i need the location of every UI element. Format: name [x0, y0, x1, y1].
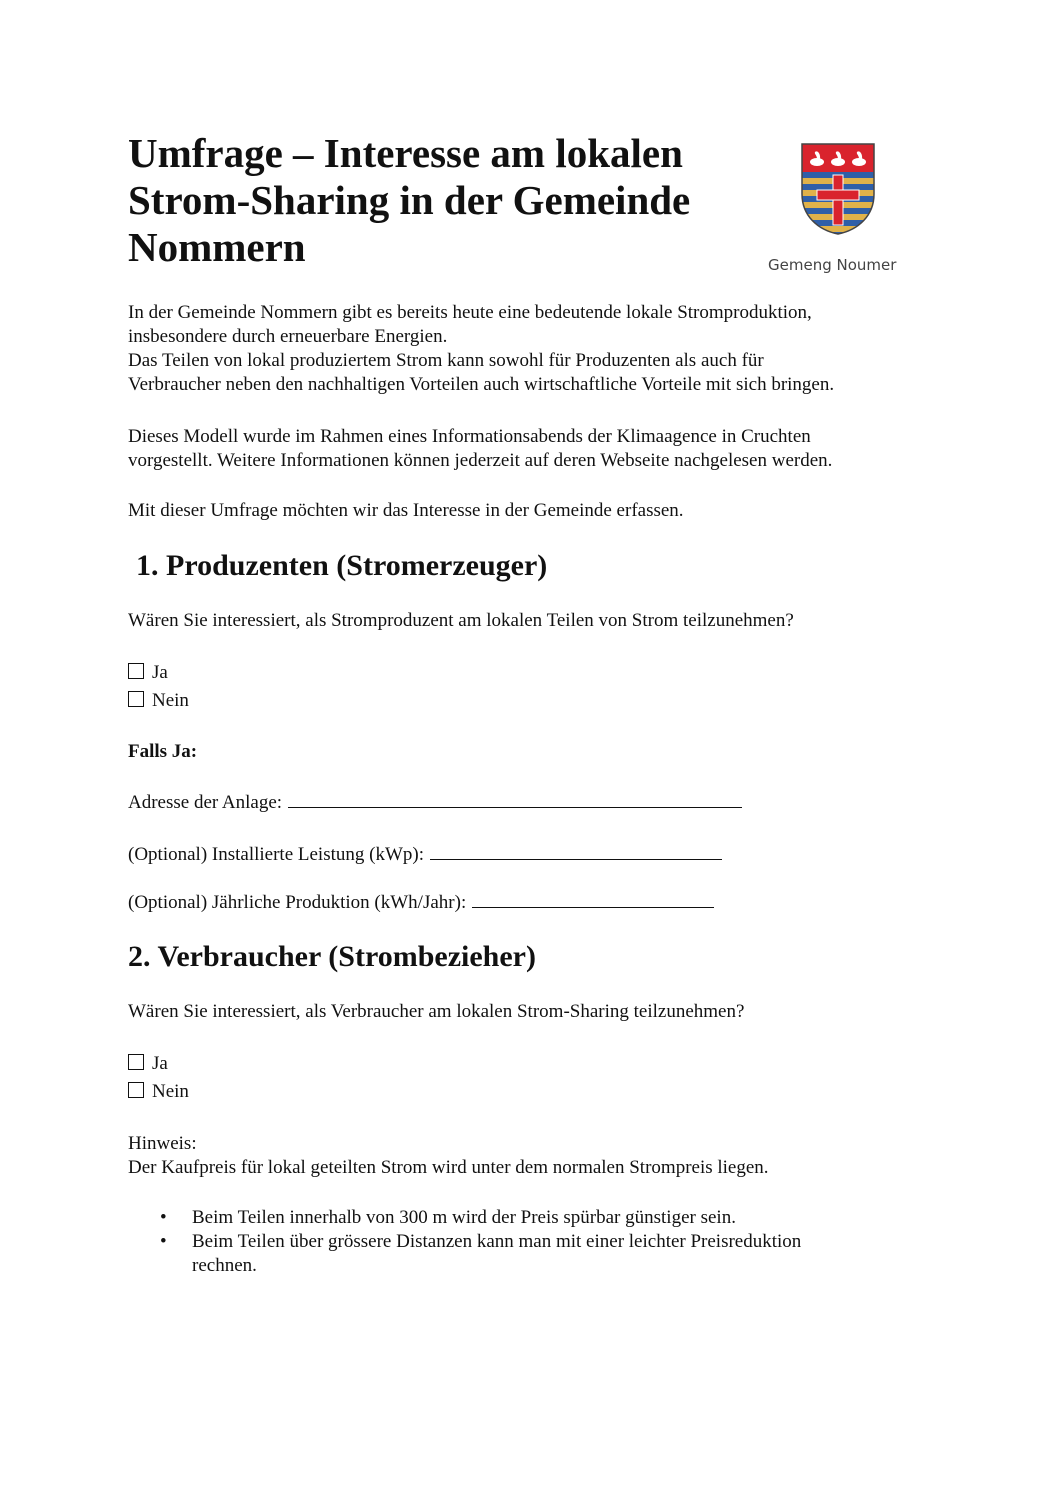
installed-power-line[interactable] — [430, 841, 722, 860]
section-1-heading: 1. Produzenten (Stromerzeuger) — [136, 549, 548, 582]
address-field-line[interactable] — [288, 789, 742, 808]
annual-production-field[interactable] — [128, 889, 714, 915]
price-notes-list — [160, 1206, 920, 1278]
consumer-yes-label: Ja — [152, 1053, 168, 1074]
consumer-no-option[interactable] — [128, 1080, 189, 1104]
producer-no-option[interactable] — [128, 689, 189, 713]
list-item — [160, 1230, 920, 1278]
producer-yes-option[interactable] — [128, 661, 168, 685]
consumer-no-label: Nein — [152, 1081, 189, 1102]
intro-line: vorgestellt. Weitere Informationen können jederzeit auf deren Webseite nachgelesen werden. — [128, 450, 833, 471]
installed-power-label: (Optional) Installierte Leistung (kWp): — [128, 844, 424, 865]
consumer-no-checkbox[interactable] — [128, 1082, 144, 1098]
producer-no-label: Nein — [152, 690, 189, 711]
consumer-yes-checkbox[interactable] — [128, 1054, 144, 1070]
producer-yes-label: Ja — [152, 662, 168, 683]
address-field-label: Adresse der Anlage: — [128, 792, 283, 813]
intro-line: In der Gemeinde Nommern gibt es bereits heute eine bedeutende lokale Stromproduktion, — [128, 302, 812, 323]
intro-paragraph-3 — [128, 499, 948, 523]
annual-production-line[interactable] — [472, 889, 714, 908]
intro-line: Verbraucher neben den nachhaltigen Vorteilen auch wirtschaftliche Vorteile mit sich bringen. — [128, 374, 835, 395]
logo-caption: Gemeng Noumer — [768, 256, 897, 274]
intro-line: Dieses Modell wurde im Rahmen eines Informationsabends der Klimaagence in Cruchten — [128, 426, 811, 447]
intro-paragraph-1 — [128, 301, 948, 397]
intro-paragraph-2 — [128, 425, 948, 473]
consumer-yes-option[interactable] — [128, 1052, 168, 1076]
installed-power-field[interactable] — [128, 841, 722, 867]
section-2-question: Wären Sie interessiert, als Verbraucher am lokalen Strom-Sharing teilzunehmen? — [128, 1001, 745, 1022]
producer-yes-checkbox[interactable] — [128, 663, 144, 679]
section-2-heading: 2. Verbraucher (Strombezieher) — [128, 940, 536, 973]
municipality-crest-logo — [800, 142, 876, 236]
title-line-3: Nommern — [128, 224, 306, 270]
annual-production-label: (Optional) Jährliche Produktion (kWh/Jahr): — [128, 892, 467, 913]
intro-line: insbesondere durch erneuerbare Energien. — [128, 326, 448, 347]
note-block — [128, 1132, 948, 1180]
title-line-2: Strom-Sharing in der Gemeinde — [128, 177, 691, 223]
address-field[interactable] — [128, 789, 742, 815]
list-item-text: • Beim Teilen innerhalb von 300 m wird der Preis spürbar günstiger sein. — [192, 1207, 736, 1228]
page-title — [128, 130, 768, 271]
producer-no-checkbox[interactable] — [128, 691, 144, 707]
if-yes-label: Falls Ja: — [128, 741, 198, 762]
list-item-text: • Beim Teilen über grössere Distanzen kann man mit einer leichter Preisreduktion — [192, 1231, 802, 1252]
note-label: Hinweis: — [128, 1133, 197, 1154]
list-item-text: rechnen. — [192, 1255, 257, 1276]
intro-line: Mit dieser Umfrage möchten wir das Interesse in der Gemeinde erfassen. — [128, 500, 684, 521]
note-text: Der Kaufpreis für lokal geteilten Strom wird unter dem normalen Strompreis liegen. — [128, 1157, 769, 1178]
intro-line: Das Teilen von lokal produziertem Strom kann sowohl für Produzenten als auch für — [128, 350, 764, 371]
title-line-1: Umfrage – Interesse am lokalen — [128, 130, 683, 176]
list-item — [160, 1206, 920, 1230]
section-1-question: Wären Sie interessiert, als Stromproduzent am lokalen Teilen von Strom teilzunehmen? — [128, 610, 794, 631]
